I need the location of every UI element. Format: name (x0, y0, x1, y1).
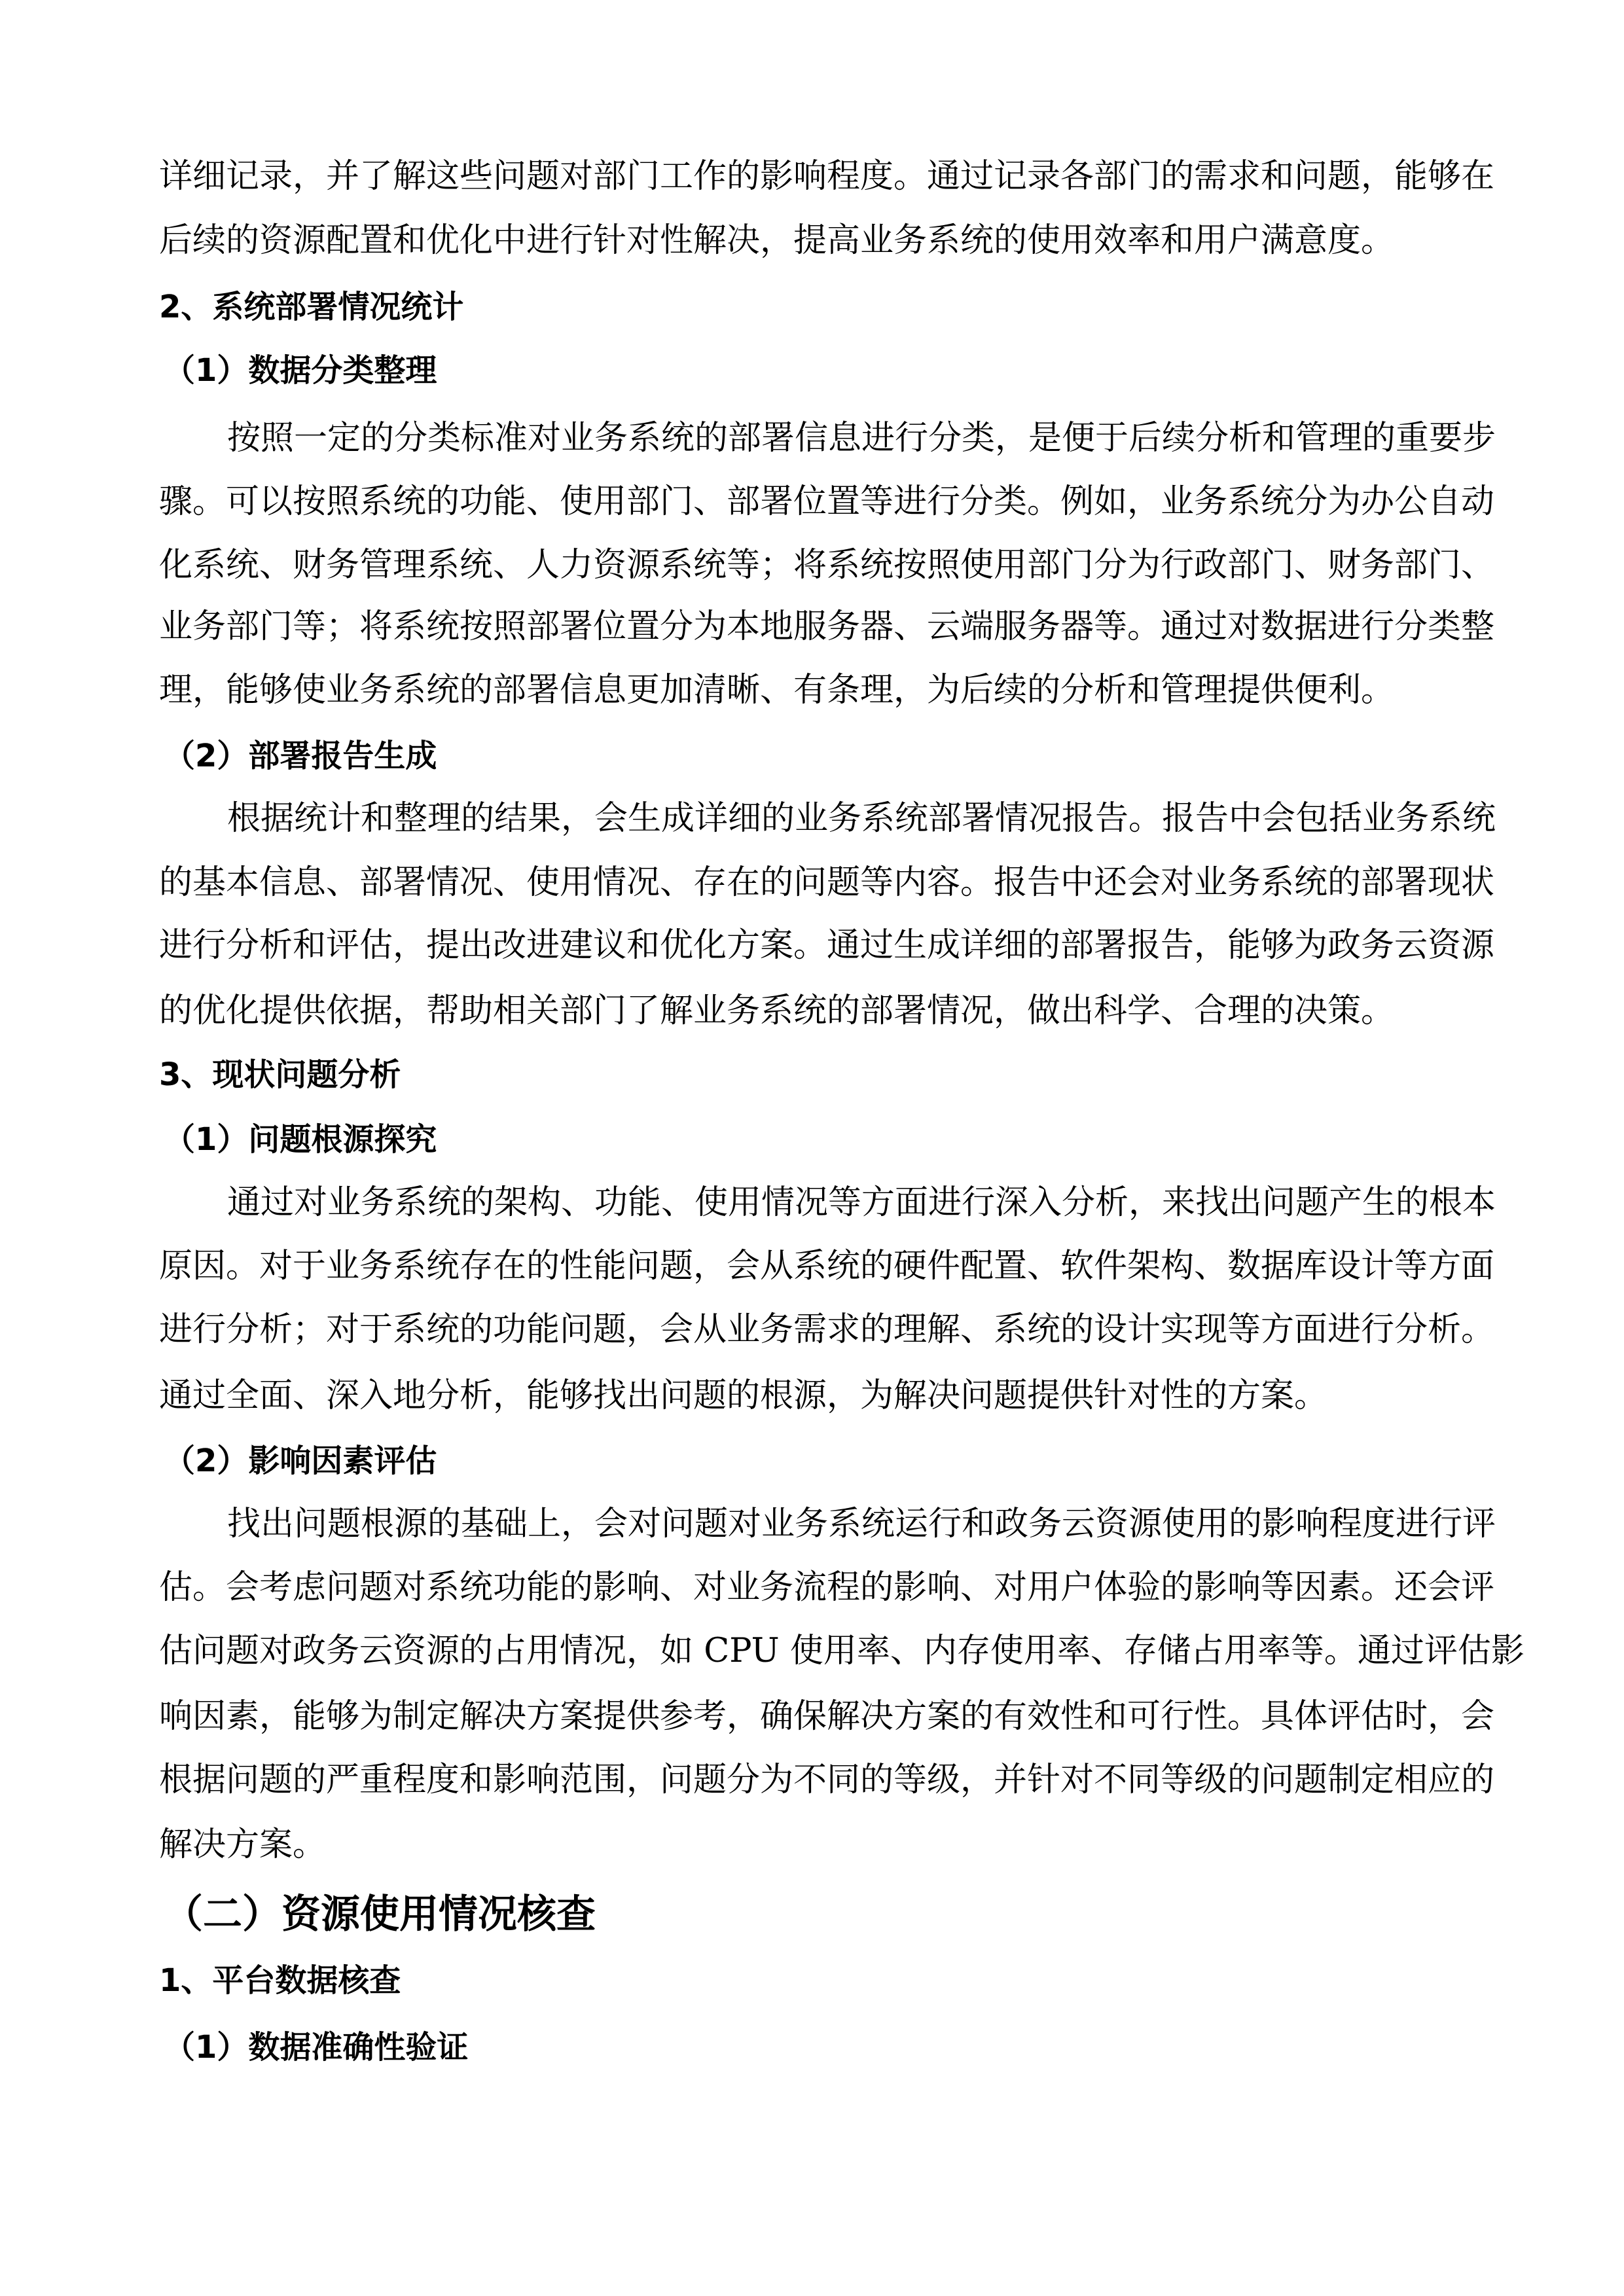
body-text-line: 详细记录，并了解这些问题对部门工作的影响程度。通过记录各部门的需求和问题，能够在 (159, 157, 1495, 196)
body-text-line: 原因。对于业务系统存在的性能问题，会从系统的硬件配置、软件架构、数据库设计等方面 (159, 1247, 1495, 1285)
body-text-line: 估问题对政务云资源的占用情况，如 CPU 使用率、内存使用率、存储占用率等。通过评估影 (159, 1632, 1525, 1670)
body-text-line: 进行分析和评估，提出改进建议和优化方案。通过生成详细的部署报告，能够为政务云资源 (159, 926, 1495, 965)
body-text-line: 的基本信息、部署情况、使用情况、存在的问题等内容。报告中还会对业务系统的部署现状 (159, 863, 1495, 902)
subsection-heading: （2）影响因素评估 (164, 1443, 437, 1479)
chapter-heading: （二）资源使用情况核查 (164, 1892, 596, 1937)
body-text-line: 业务部门等；将系统按照部署位置分为本地服务器、云端服务器等。通过对数据进行分类整 (159, 607, 1495, 646)
body-text-line: 的优化提供依据，帮助相关部门了解业务系统的部署情况，做出科学、合理的决策。 (159, 992, 1395, 1030)
paragraph-first-line: 通过对业务系统的架构、功能、使用情况等方面进行深入分析，来找出问题产生的根本 (227, 1183, 1496, 1222)
body-text-line: 通过全面、深入地分析，能够找出问题的根源，为解决问题提供针对性的方案。 (159, 1376, 1328, 1415)
subsection-heading: （1）数据准确性验证 (164, 2029, 469, 2066)
body-text-line: 估。会考虑问题对系统功能的影响、对业务流程的影响、对用户体验的影响等因素。还会评 (159, 1568, 1495, 1607)
body-text-line: 化系统、财务管理系统、人力资源系统等；将系统按照使用部门分为行政部门、财务部门、 (159, 546, 1495, 584)
section-heading: 3、现状问题分析 (159, 1056, 401, 1093)
section-heading: 2、系统部署情况统计 (159, 289, 464, 325)
body-text-line: 骤。可以按照系统的功能、使用部门、部署位置等进行分类。例如，业务系统分为办公自动 (159, 482, 1495, 521)
body-text-line: 根据问题的严重程度和影响范围，问题分为不同的等级，并针对不同等级的问题制定相应的 (159, 1761, 1495, 1799)
paragraph-first-line: 按照一定的分类标准对业务系统的部署信息进行分类，是便于后续分析和管理的重要步 (227, 419, 1496, 457)
paragraph-first-line: 根据统计和整理的结果，会生成详细的业务系统部署情况报告。报告中会包括业务系统 (227, 799, 1496, 838)
body-text-line: 响因素，能够为制定解决方案提供参考，确保解决方案的有效性和可行性。具体评估时，会 (159, 1697, 1495, 1736)
body-text-line: 进行分析；对于系统的功能问题，会从业务需求的理解、系统的设计实现等方面进行分析。 (159, 1310, 1495, 1349)
paragraph-first-line: 找出问题根源的基础上，会对问题对业务系统运行和政务云资源使用的影响程度进行评 (227, 1505, 1496, 1543)
subsection-heading: （1）数据分类整理 (164, 352, 437, 389)
subsection-heading: （2）部署报告生成 (164, 738, 437, 774)
body-text-line: 解决方案。 (159, 1825, 327, 1864)
body-text-line: 理，能够使业务系统的部署信息更加清晰、有条理，为后续的分析和管理提供便利。 (159, 671, 1395, 709)
subsection-heading: （1）问题根源探究 (164, 1121, 437, 1158)
body-text-line: 后续的资源配置和优化中进行针对性解决，提高业务系统的使用效率和用户满意度。 (159, 221, 1395, 260)
section-heading: 1、平台数据核查 (159, 1962, 401, 1999)
